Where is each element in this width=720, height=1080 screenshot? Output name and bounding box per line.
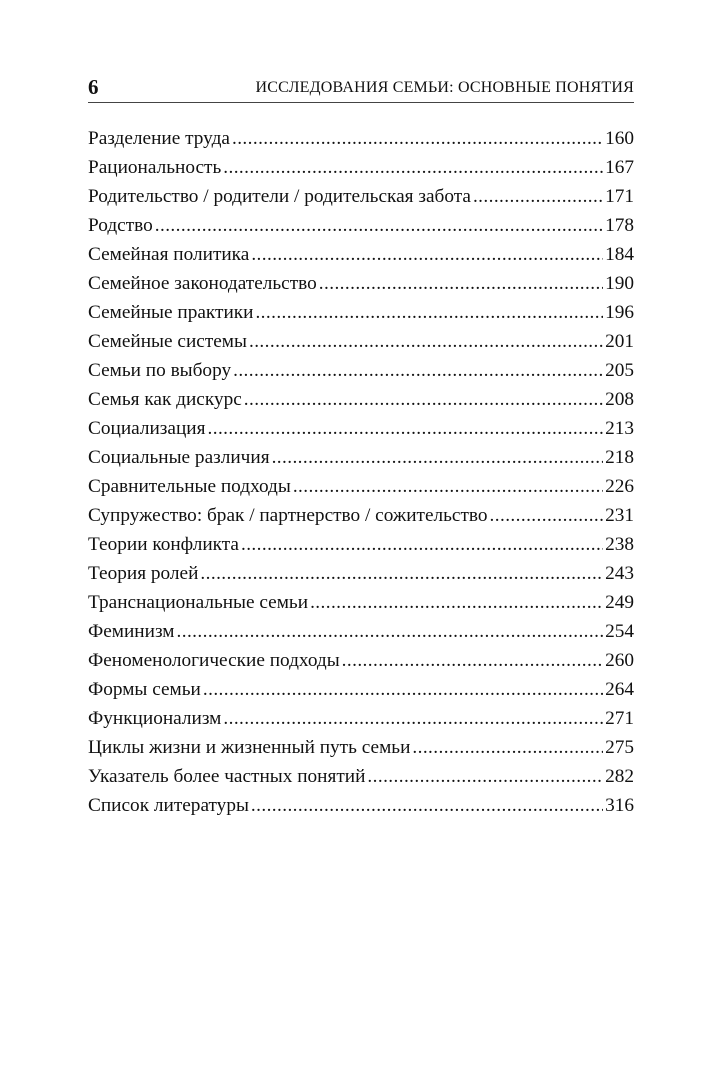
- toc-entry: [88, 675, 634, 704]
- toc-entry-page-number: 316: [605, 795, 634, 816]
- toc-entry-title: Семьи по выбору: [88, 360, 232, 381]
- toc-entry-title: Теория ролей: [88, 563, 199, 584]
- toc-entry-title: Семья как дискурс: [88, 389, 242, 410]
- toc-entry-title: Циклы жизни и жизненный путь семьи: [88, 737, 411, 758]
- toc-entry-title: Семейное законодательство: [88, 273, 317, 294]
- toc-entry-page-number: 271: [605, 708, 634, 729]
- dot-leader: [200, 559, 603, 588]
- toc-entry-title: Список литературы: [88, 795, 249, 816]
- toc-entry: [88, 501, 634, 530]
- toc-entry-page-number: 275: [605, 737, 634, 758]
- dot-leader: [155, 211, 603, 240]
- toc-entry-title: Семейные практики: [88, 302, 254, 323]
- dot-leader: [367, 762, 603, 791]
- toc-entry-title: Феминизм: [88, 621, 175, 642]
- toc-entry: [88, 530, 634, 559]
- toc-entry: [88, 733, 634, 762]
- toc-entry-page-number: 201: [605, 331, 634, 352]
- toc-entry-page-number: 184: [605, 244, 634, 265]
- dot-leader: [293, 472, 603, 501]
- running-head: [88, 70, 634, 103]
- toc-entry-page-number: 243: [605, 563, 634, 584]
- toc-entry: [88, 182, 634, 211]
- toc-entry: [88, 559, 634, 588]
- dot-leader: [223, 704, 603, 733]
- toc-entry-title: Рациональность: [88, 157, 222, 178]
- dot-leader: [233, 356, 603, 385]
- toc-entry-title: Семейные системы: [88, 331, 247, 352]
- toc-entry: [88, 588, 634, 617]
- toc-entry-title: Социализация: [88, 418, 206, 439]
- dot-leader: [232, 124, 603, 153]
- toc-entry: [88, 385, 634, 414]
- toc-entry-page-number: 205: [605, 360, 634, 381]
- dot-leader: [249, 327, 603, 356]
- table-of-contents: [88, 124, 634, 820]
- toc-entry: [88, 240, 634, 269]
- dot-leader: [223, 153, 603, 182]
- toc-entry-page-number: 178: [605, 215, 634, 236]
- toc-entry: [88, 762, 634, 791]
- toc-entry-page-number: 167: [605, 157, 634, 178]
- toc-entry: [88, 617, 634, 646]
- toc-entry-page-number: 208: [605, 389, 634, 410]
- dot-leader: [208, 414, 604, 443]
- toc-entry: [88, 124, 634, 153]
- dot-leader: [310, 588, 603, 617]
- toc-entry: [88, 414, 634, 443]
- toc-entry-title: Сравнительные подходы: [88, 476, 291, 497]
- dot-leader: [490, 501, 604, 530]
- dot-leader: [473, 182, 603, 211]
- toc-entry-page-number: 249: [605, 592, 634, 613]
- toc-entry-title: Формы семьи: [88, 679, 201, 700]
- toc-entry: [88, 472, 634, 501]
- dot-leader: [255, 298, 603, 327]
- toc-entry-title: Социальные различия: [88, 447, 270, 468]
- toc-entry-title: Теории конфликта: [88, 534, 239, 555]
- dot-leader: [319, 269, 603, 298]
- toc-entry-page-number: 264: [605, 679, 634, 700]
- running-title: ИССЛЕДОВАНИЯ СЕМЬИ: ОСНОВНЫЕ ПОНЯТИЯ: [255, 79, 634, 96]
- toc-entry: [88, 791, 634, 820]
- toc-entry: [88, 269, 634, 298]
- toc-entry-page-number: 196: [605, 302, 634, 323]
- toc-entry: [88, 298, 634, 327]
- toc-entry-page-number: 254: [605, 621, 634, 642]
- toc-entry-title: Феноменологические подходы: [88, 650, 340, 671]
- toc-entry: [88, 356, 634, 385]
- dot-leader: [272, 443, 604, 472]
- dot-leader: [251, 240, 603, 269]
- toc-entry: [88, 153, 634, 182]
- dot-leader: [177, 617, 604, 646]
- toc-entry-page-number: 226: [605, 476, 634, 497]
- toc-entry: [88, 704, 634, 733]
- dot-leader: [203, 675, 603, 704]
- dot-leader: [251, 791, 603, 820]
- toc-entry-title: Родительство / родители / родительская забота: [88, 186, 471, 207]
- toc-entry-title: Семейная политика: [88, 244, 250, 265]
- toc-entry-page-number: 190: [605, 273, 634, 294]
- toc-entry-page-number: 171: [605, 186, 634, 207]
- page-number: 6: [88, 75, 99, 99]
- toc-entry-page-number: 231: [605, 505, 634, 526]
- dot-leader: [342, 646, 603, 675]
- toc-entry-title: Функционализм: [88, 708, 222, 729]
- toc-entry-page-number: 238: [605, 534, 634, 555]
- toc-entry-title: Транснациональные семьи: [88, 592, 309, 613]
- toc-entry-page-number: 218: [605, 447, 634, 468]
- dot-leader: [244, 385, 603, 414]
- toc-entry: [88, 646, 634, 675]
- toc-entry: [88, 211, 634, 240]
- toc-entry: [88, 327, 634, 356]
- dot-leader: [241, 530, 603, 559]
- toc-entry-page-number: 260: [605, 650, 634, 671]
- toc-entry-page-number: 282: [605, 766, 634, 787]
- toc-entry: [88, 443, 634, 472]
- toc-entry-page-number: 160: [605, 128, 634, 149]
- dot-leader: [412, 733, 603, 762]
- toc-entry-title: Супружество: брак / партнерство / сожительство: [88, 505, 488, 526]
- toc-entry-title: Указатель более частных понятий: [88, 766, 366, 787]
- toc-entry-page-number: 213: [605, 418, 634, 439]
- toc-entry-title: Разделение труда: [88, 128, 230, 149]
- toc-entry-title: Родство: [88, 215, 153, 236]
